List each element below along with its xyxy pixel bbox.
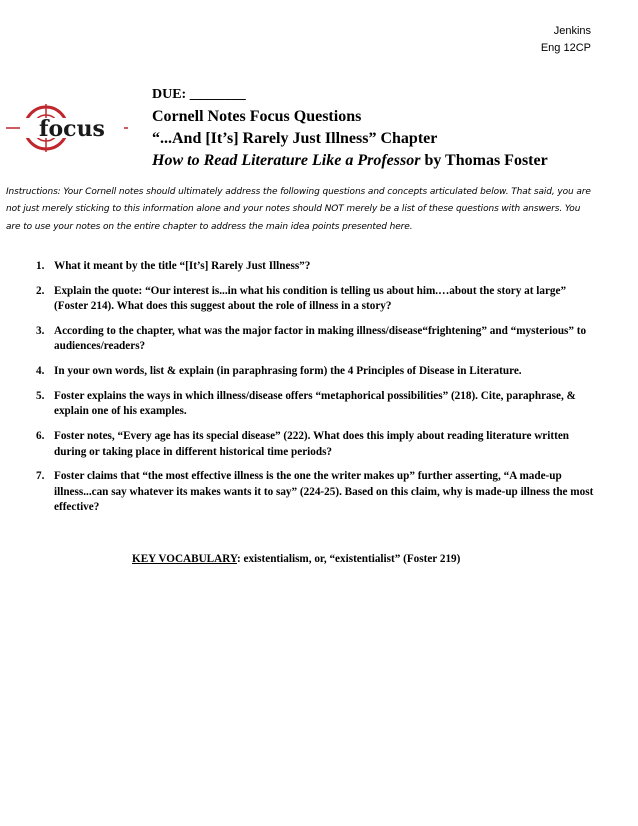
worksheet-title: Cornell Notes Focus Questions xyxy=(152,108,362,125)
question-item xyxy=(26,364,598,379)
question-number: 4. xyxy=(36,365,45,378)
question-item xyxy=(26,469,598,515)
logo-text: focus xyxy=(39,116,105,142)
title-block xyxy=(152,86,548,172)
question-text: In your own words, list & explain (in paraphrasing form) the 4 Principles of Disease in Literature. xyxy=(54,365,522,378)
question-item xyxy=(26,324,598,355)
question-text: What it meant by the title “[It’s] Rarely Just Illness”? xyxy=(54,260,311,272)
question-number: 6. xyxy=(36,430,45,443)
question-item xyxy=(26,284,598,315)
question-text: Explain the quote: “Our interest is...in what his condition is telling us about him.…about the story at large” (Foster 214). What does this suggest about the role of illness in a story? xyxy=(54,284,567,313)
book-title: How to Read Literature Like a Professor xyxy=(152,152,421,169)
question-number: 5. xyxy=(36,390,45,402)
question-number: 2. xyxy=(36,284,45,297)
chapter-title: “...And [It’s] Rarely Just Illness” Chapter xyxy=(152,130,438,147)
question-text: Foster explains the ways in which illness/disease offers “metaphorical possibilities” (218). Cite, paraphrase, & explain one of his examples. xyxy=(54,390,576,418)
key-vocabulary xyxy=(132,553,460,565)
book-line xyxy=(152,150,548,172)
vocabulary-label: KEY VOCABULARY xyxy=(132,553,237,565)
instructions: Instructions: Your Cornell notes should ultimately address the following questions and concepts articulated below. That said, you are not just merely sticking to this information alone and your notes should NOT merely be a list of these questions with answers. You are to use your notes on the entire chapter to address the main idea points presented here. xyxy=(6,187,591,232)
question-number: 7. xyxy=(36,470,45,483)
question-text: Foster claims that “the most effective illness is the one the writer makes up” further asserting, “A made-up illness...can say whatever its makes wants it to say” (224-25). Based on this claim, why is made-up illness the most effective? xyxy=(54,470,594,514)
question-item xyxy=(26,429,598,460)
course-name: Eng 12CP xyxy=(540,42,591,54)
teacher-name: Jenkins xyxy=(553,25,591,37)
focus-logo xyxy=(6,103,132,153)
question-text: According to the chapter, what was the major factor in making illness/disease“frightening” and “mysterious” to audiences/readers? xyxy=(54,325,587,353)
vocabulary-terms: : existentialism, or, “existentialist” (Foster 219) xyxy=(236,553,461,565)
due-date: DUE: ________ xyxy=(152,87,246,102)
book-author: by Thomas Foster xyxy=(420,152,548,169)
header-info xyxy=(541,23,591,57)
question-item xyxy=(26,259,598,274)
question-number: 1. xyxy=(36,260,45,272)
question-number: 3. xyxy=(36,325,45,337)
question-text: Foster notes, “Every age has its special disease” (222). What does this imply about reading literature written during or taking place in different historical time periods? xyxy=(54,430,570,458)
question-list xyxy=(26,259,598,525)
question-item xyxy=(26,389,598,420)
